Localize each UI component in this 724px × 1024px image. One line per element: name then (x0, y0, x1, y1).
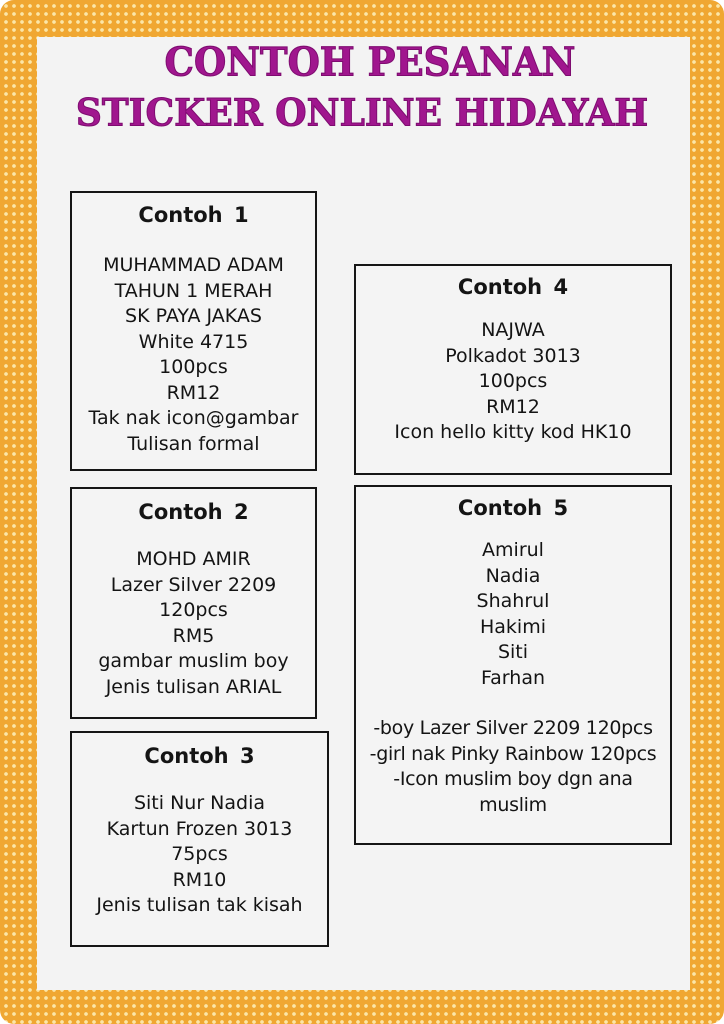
example-line: 120pcs (159, 599, 228, 621)
example-card-title: Contoh 3 (144, 744, 255, 768)
example-line: Lazer Silver 2209 (110, 573, 277, 596)
example-line: RM12 (486, 395, 540, 418)
example-name: Amirul (482, 539, 544, 561)
example-line: Tulisan formal (127, 432, 260, 455)
example-line: SK PAYA JAKAS (125, 305, 262, 327)
example-card-3 (70, 731, 329, 947)
example-line: MUHAMMAD ADAM (103, 254, 284, 276)
example-line: Jenis tulisan ARIAL (105, 675, 282, 698)
example-note: -girl nak Pinky Rainbow 120pcs (369, 742, 657, 765)
example-line: 100pcs (159, 356, 228, 378)
example-card-1 (70, 191, 317, 471)
page-title-line-1: CONTOH PESANAN (164, 38, 576, 86)
example-name: Siti (497, 641, 529, 663)
example-line: White 4715 (138, 330, 249, 353)
example-name: Farhan (480, 666, 546, 689)
example-card-5 (354, 485, 672, 845)
example-line: MOHD AMIR (136, 548, 251, 570)
example-line: gambar muslim boy (98, 650, 289, 672)
example-card-title: Contoh 2 (138, 500, 249, 524)
example-name: Nadia (485, 564, 541, 587)
example-line: 100pcs (478, 370, 548, 392)
example-line: Icon hello kitty kod HK10 (394, 421, 632, 443)
example-card-title: Contoh 4 (457, 275, 569, 299)
example-line: 75pcs (171, 843, 228, 865)
example-line: Kartun Frozen 3013 (106, 817, 293, 840)
example-line: Jenis tulisan tak kisah (96, 894, 303, 916)
example-line: RM10 (172, 868, 227, 891)
example-card-title: Contoh 5 (457, 496, 569, 520)
example-line: RM5 (172, 624, 215, 647)
example-line: Polkadot 3013 (445, 344, 581, 367)
example-note: -boy Lazer Silver 2209 120pcs (373, 717, 653, 739)
example-card-4 (354, 264, 672, 475)
example-line: Tak nak icon@gambar (88, 407, 299, 429)
example-line: Siti Nur Nadia (133, 792, 266, 814)
example-note: -Icon muslim boy dgn ana (393, 768, 633, 790)
example-name: Hakimi (480, 615, 546, 638)
page-title-line-2: STICKER ONLINE HIDAYAH (75, 90, 649, 136)
example-card-2 (70, 487, 317, 719)
spacer (356, 691, 670, 716)
example-line: TAHUN 1 MERAH (114, 279, 273, 302)
example-name: Shahrul (476, 590, 550, 612)
example-note: muslim (479, 793, 547, 816)
example-line: NAJWA (481, 319, 545, 341)
example-card-title: Contoh 1 (138, 203, 249, 227)
example-line: RM12 (166, 381, 221, 404)
